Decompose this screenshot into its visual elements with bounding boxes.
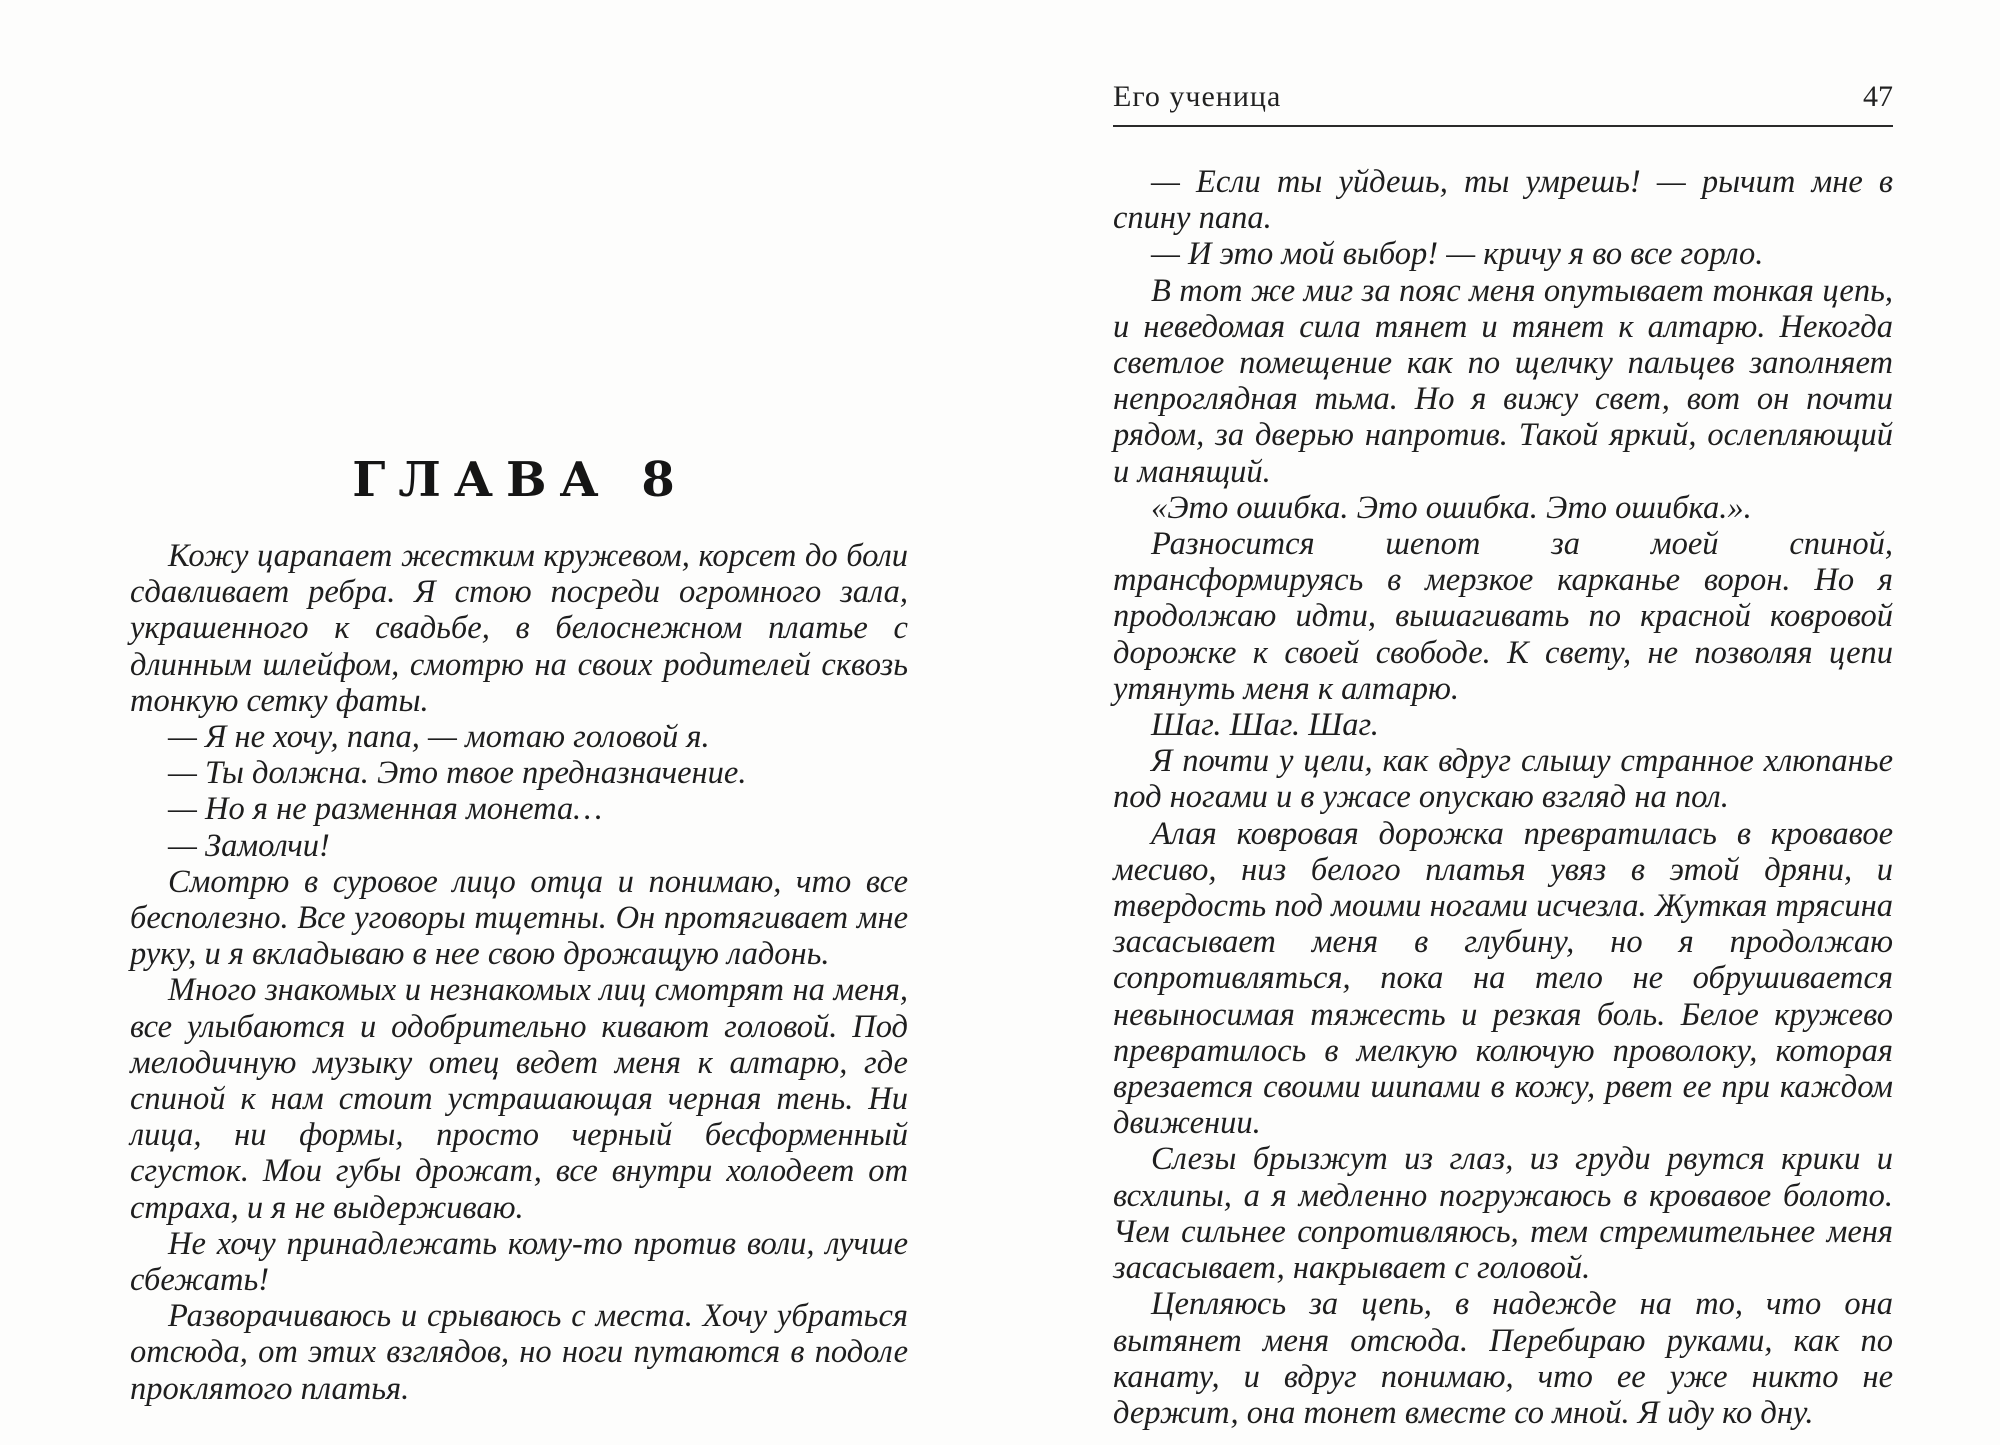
paragraph: Разворачиваюсь и срываюсь с места. Хочу убраться отсюда, от этих взглядов, но ноги путаются в подоле проклятого платья. [130, 1298, 908, 1407]
paragraph: — Если ты уйдешь, ты умрешь! — рычит мне в спину папа. [1113, 164, 1893, 237]
paragraph: В тот же миг за пояс меня опутывает тонкая цепь, и неведомая сила тянет и тянет к алтарю. Некогда светлое помещение как по щелчку пальцев заполняет непроглядная тьма. Но я вижу свет, вот он почти рядом, за дверью напротив. Такой яркий, ослепляющий и манящий. [1113, 272, 1893, 490]
paragraph: «Это ошибка. Это ошибка. Это ошибка.». [1151, 489, 1752, 526]
paragraph: — Ты должна. Это твое предназначение. [168, 755, 747, 792]
paragraph: Цепляюсь за цепь, в надежде на то, что она вытянет меня отсюда. Перебираю руками, как по канату, и вдруг понимаю, что ее уже никто не держит, она тонет вместе со мной. Я иду ко дну. [1113, 1286, 1893, 1431]
paragraph: Много знакомых и незнакомых лиц смотрят на меня, все улыбаются и одобрительно кивают головой. Под мелодичную музыку отец ведет меня к алтарю, где спиной к нам стоит устрашающая черная тень. Ни лица, ни формы, просто черный бесформенный сгусток. Мои губы дрожат, все внутри холодеет от страха, и я не выдерживаю. [130, 972, 908, 1226]
paragraph: Не хочу принадлежать кому-то против воли, лучше сбежать! [130, 1225, 908, 1299]
right-page [1000, 0, 2000, 1445]
chapter-title: ГЛАВА 8 [352, 452, 688, 508]
paragraph: Алая ковровая дорожка превратилась в кровавое месиво, низ белого платья увяз в этой дряни, и твердость под моими ногами исчезла. Жуткая трясина засасывает меня в глубину, но я продолжаю сопротивляться, пока на тело не обрушивается невыносимая тяжесть и резкая боль. Белое кружево превратилось в мелкую колючую проволоку, которая врезается своими шипами в кожу, рвет ее при каждом движении. [1113, 815, 1893, 1142]
paragraph: Я почти у цели, как вдруг слышу странное хлюпанье под ногами и в ужасе опускаю взгляд на пол. [1113, 743, 1893, 816]
running-title: Его ученица [1113, 80, 1282, 113]
paragraph: Слезы брызжут из глаз, из груди рвутся крики и всхлипы, а я медленно погружаюсь в кровавое болото. Чем сильнее сопротивляюсь, тем стремительнее меня засасывает, накрывает с головой. [1113, 1141, 1893, 1287]
paragraph: Шаг. Шаг. Шаг. [1151, 707, 1379, 744]
running-header [1113, 80, 1893, 120]
left-page-text [130, 538, 908, 1407]
paragraph: Кожу царапает жестким кружевом, корсет до боли сдавливает ребра. Я стою посреди огромного зала, украшенного к свадьбе, в белоснежном платье с длинным шлейфом, смотрю на своих родителей сквозь тонкую сетку фаты. [130, 538, 908, 719]
paragraph: — И это мой выбор! — кричу я во все горло. [1151, 236, 1764, 273]
header-rule [1113, 125, 1893, 127]
page-number: 47 [1863, 80, 1893, 113]
paragraph: — Но я не разменная монета… [168, 791, 603, 828]
paragraph: — Замолчи! [168, 827, 330, 864]
right-page-text [1113, 164, 1893, 1431]
paragraph: Смотрю в суровое лицо отца и понимаю, что все бесполезно. Все уговоры тщетны. Он протягивает мне руку, и я вкладываю в нее свою дрожащую ладонь. [130, 863, 908, 973]
paragraph: Разносится шепот за моей спиной, трансформируясь в мерзкое карканье ворон. Но я продолжаю идти, вышагивать по красной ковровой дорожке к своей свободе. К свету, не позволяя цепи утянуть меня к алтарю. [1113, 526, 1893, 707]
paragraph: — Я не хочу, папа, — мотаю головой я. [168, 719, 710, 756]
